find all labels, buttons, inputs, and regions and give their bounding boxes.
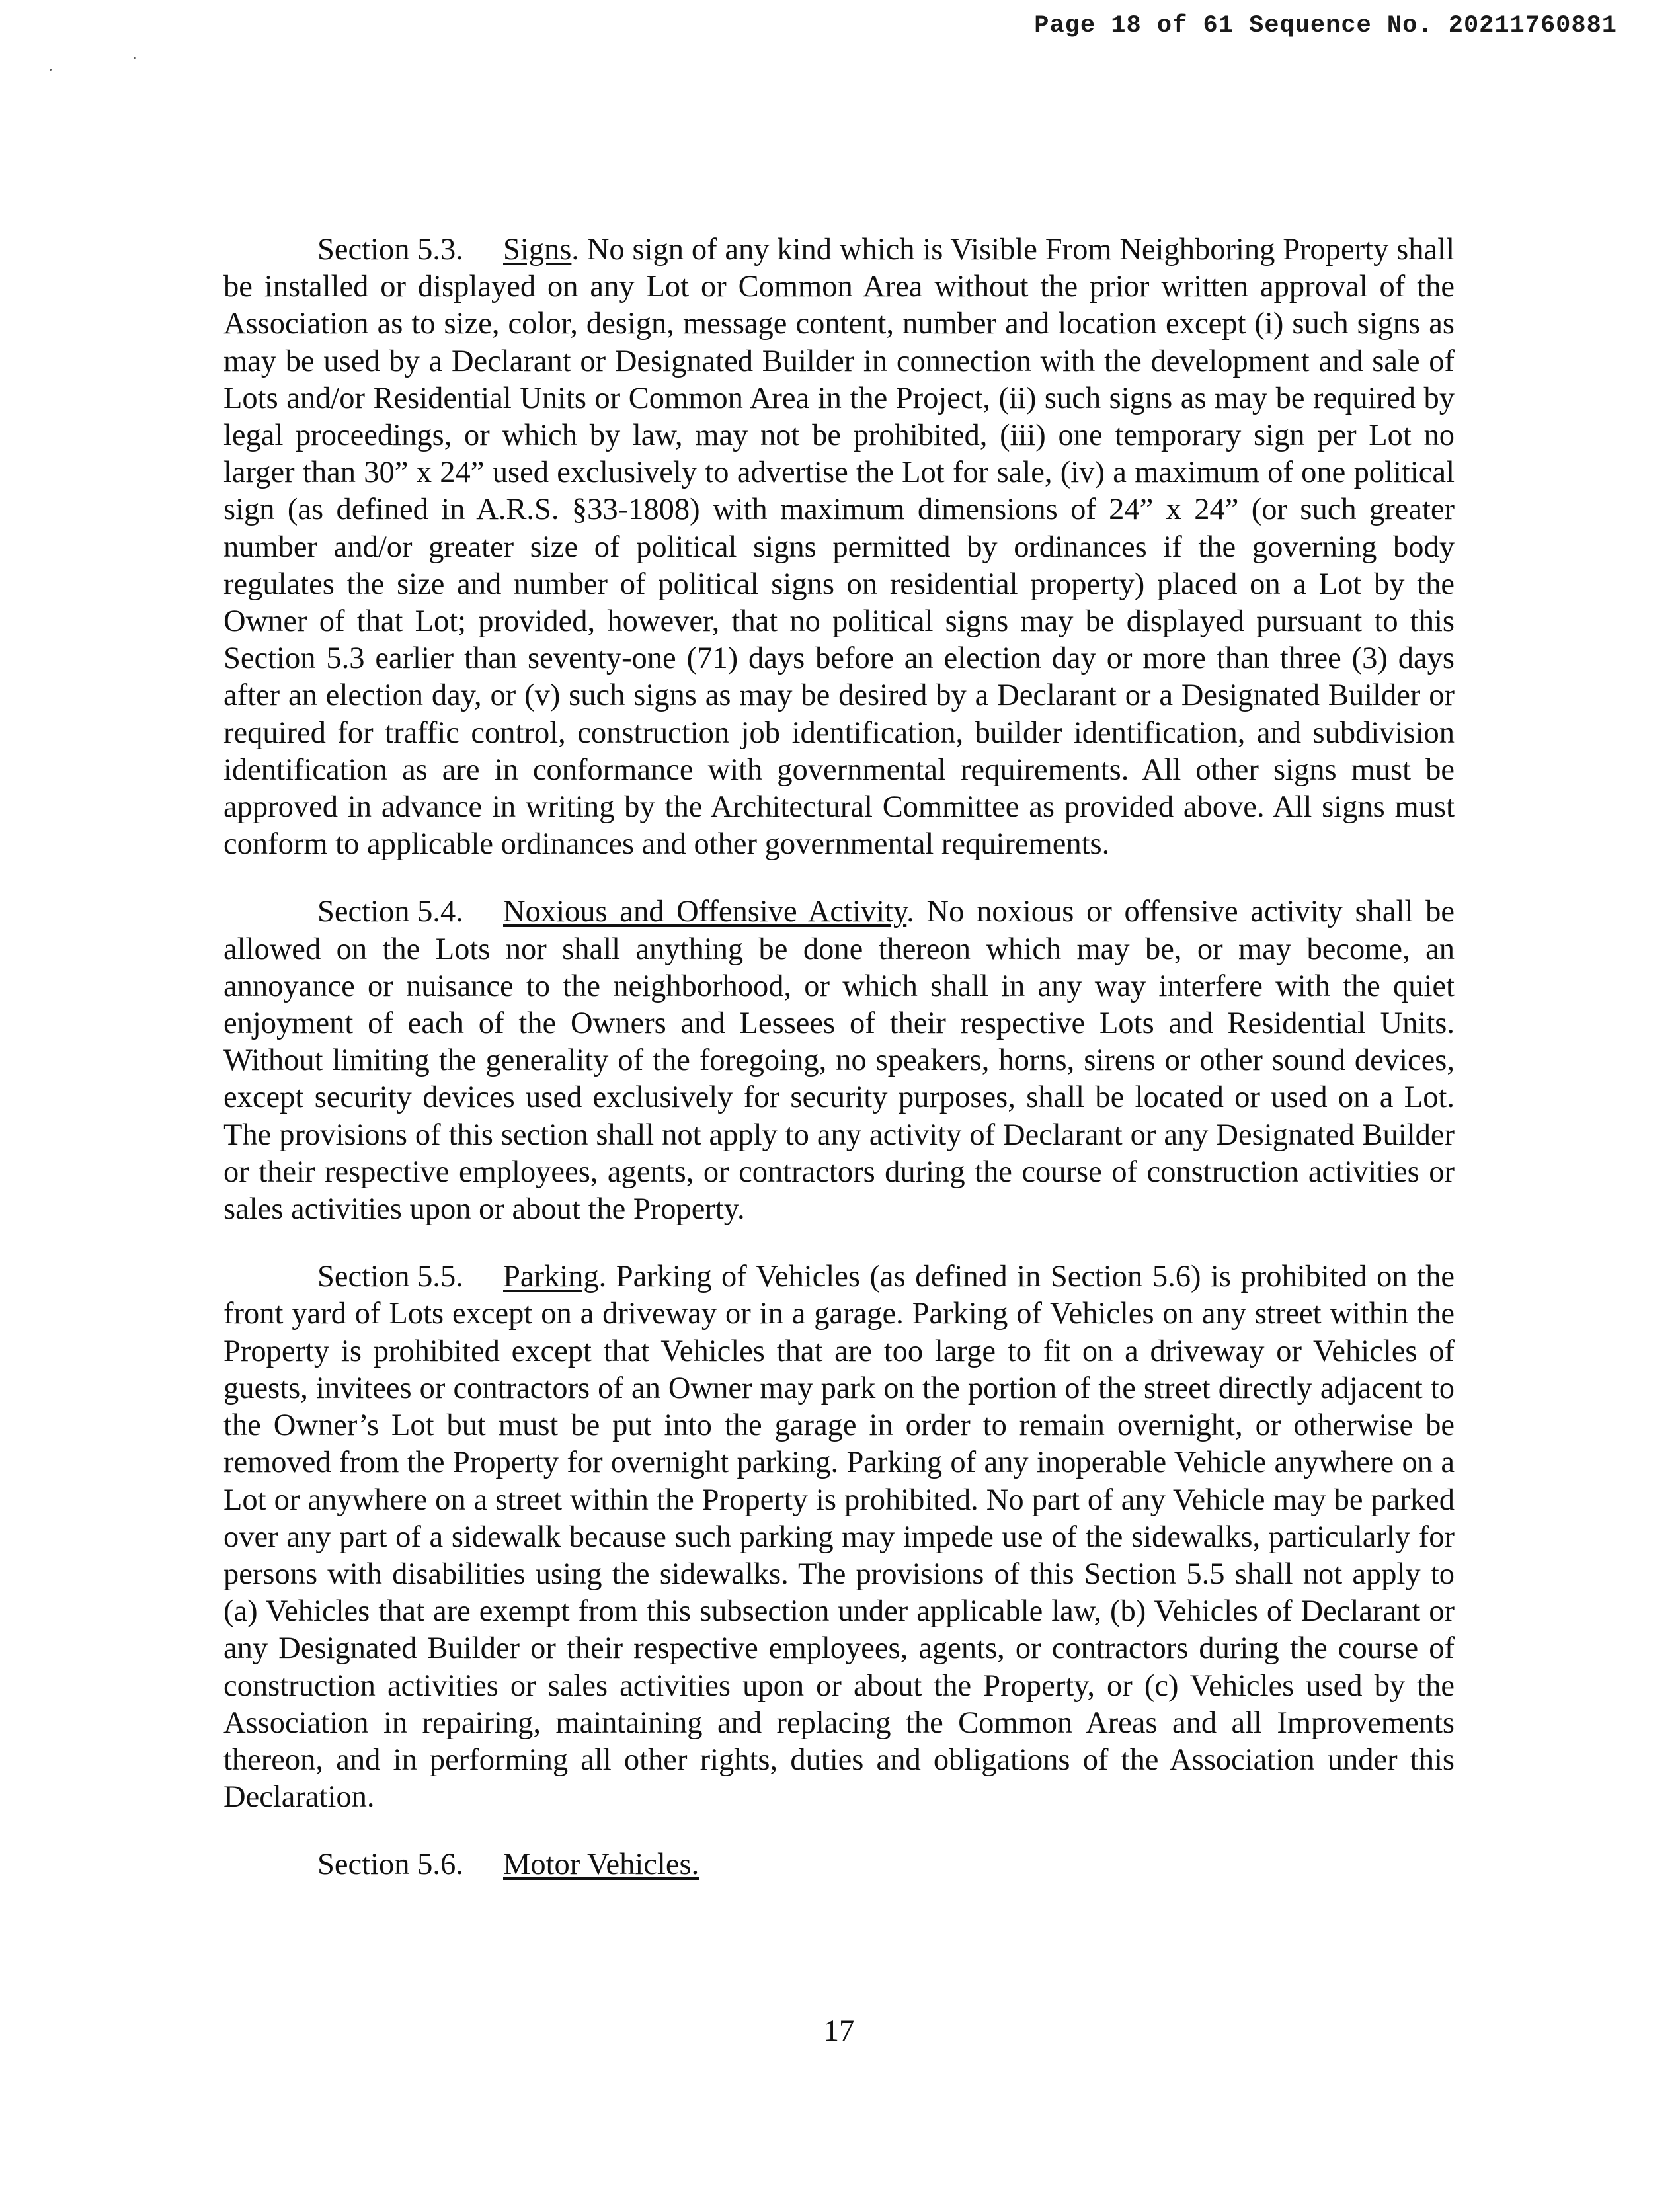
page-number: 17 [823, 2014, 855, 2048]
section-body: . No sign of any kind which is Visible From Neighboring Property shall be installed or displayed on any Lot or Common Area without the prior written approval of the Association as to size, color, design, message content, number and location except (i) such signs as may be used by a Declarant or Designated Builder in connection with the development and sale of Lots and/or Residential Units or Common Area in the Project, (ii) such signs as may be required by legal proceedings, or which by law, may not be prohibited, (iii) one temporary sign per Lot no larger than 30” x 24” used exclusively to advertise the Lot for sale, (iv) a maximum of one political sign (as defined in A.R.S. §33-1808) with maximum dimensions of 24” x 24” (or such greater number and/or greater size of political signs permitted by ordinances if the governing body regulates the size and number of political signs on residential property) placed on a Lot by the Owner of that Lot; provided, however, that no political signs may be displayed pursuant to this Section 5.3 earlier than seventy-one (71) days before an election day or more than three (3) days after an election day, or (v) such signs as may be desired by a Declarant or a Designated Builder or required for traffic control, construction job identification, builder identification, and subdivision identification as are in conformance with governmental requirements. All other signs must be approved in advance in writing by the Architectural Committee as provided above. All signs must conform to applicable ordinances and other governmental requirements. [223, 233, 1455, 862]
document-stamp: Page 18 of 61 Sequence No. 20211760881 [1034, 12, 1617, 40]
scan-speck [134, 57, 136, 59]
section-body: . No noxious or offensive activity shall be allowed on the Lots nor shall anything be done thereon which may be, or may become, an annoyance or nuisance to the neighborhood, or which shall in any way interfere with the quiet enjoyment of each of the Owners and Lessees of their respective Lots and Residential Units. Without limiting the generality of the foregoing, no speakers, horns, sirens or other sound devices, except security devices used exclusively for security purposes, shall be located or used on a Lot. The provisions of this section shall not apply to any activity of Declarant or any Designated Builder or their respective employees, agents, or contractors during the course of construction activities or sales activities upon or about the Property. [223, 895, 1455, 1227]
section-5-6-heading [223, 1846, 1455, 1883]
section-number: Section 5.3. [317, 233, 463, 266]
section-5-3-paragraph [223, 231, 1455, 863]
section-title: Parking [503, 1260, 599, 1294]
section-title: Noxious and Offensive Activity [503, 895, 907, 929]
section-number: Section 5.6. [317, 1848, 463, 1882]
section-body: . Parking of Vehicles (as defined in Section 5.6) is prohibited on the front yard of Lots except on a driveway or in a garage. Parking of Vehicles on any street within the Property is prohibited except that Vehicles that are too large to fit on a driveway or Vehicles of guests, invitees or contractors of an Owner may park on the portion of the street directly adjacent to the Owner’s Lot but must be put into the garage in order to remain overnight, or otherwise be removed from the Property for overnight parking. Parking of any inoperable Vehicle anywhere on a Lot or anywhere on a street within the Property is prohibited. No part of any Vehicle may be parked over any part of a sidewalk because such parking may impede use of the sidewalks, particularly for persons with disabilities using the sidewalks. The provisions of this Section 5.5 shall not apply to (a) Vehicles that are exempt from this subsection under applicable law, (b) Vehicles of Declarant or any Designated Builder or their respective employees, agents, or contractors during the course of construction activities or sales activities upon or about the Property, or (c) Vehicles used by the Association in repairing, maintaining and replacing the Common Areas and all Improvements thereon, and in performing all other rights, duties and obligations of the Association under this Declaration. [223, 1260, 1455, 1815]
section-title: Signs [503, 233, 572, 266]
section-5-5-paragraph [223, 1258, 1455, 1816]
page-body [223, 231, 1455, 1884]
scan-speck [50, 69, 52, 71]
section-title: Motor Vehicles. [503, 1848, 699, 1882]
section-number: Section 5.5. [317, 1260, 463, 1294]
section-5-4-paragraph [223, 893, 1455, 1228]
section-number: Section 5.4. [317, 895, 463, 929]
